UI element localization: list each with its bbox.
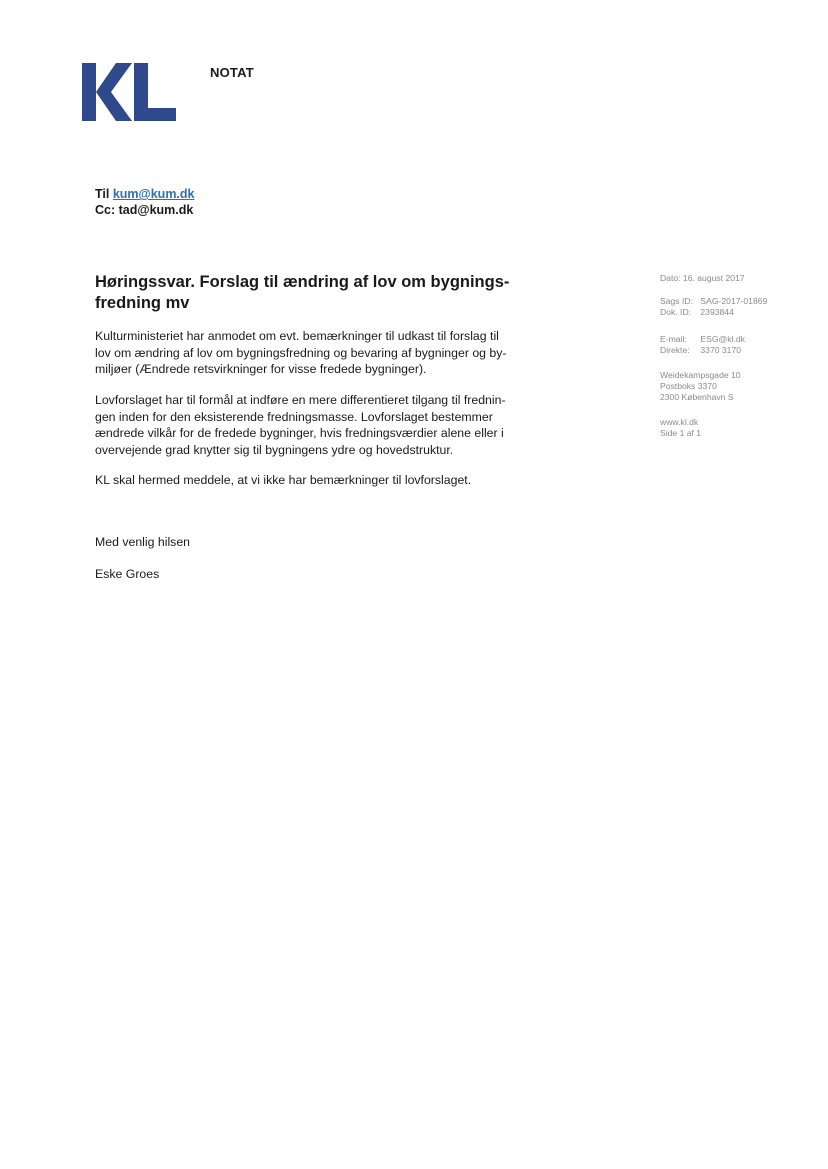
direct-phone-value: 3370 3170 — [700, 345, 742, 355]
paragraph-line: miljøer (Ændrede retsvirkninger for visse fredede bygninger). — [95, 362, 427, 376]
paragraph-2 — [95, 392, 550, 458]
kl-logo-icon — [82, 63, 176, 121]
meta-contact — [660, 334, 745, 356]
recipients — [95, 186, 195, 218]
meta-web — [660, 417, 701, 439]
to-email-link[interactable]: kum@kum.dk — [112, 187, 195, 201]
cc-email: tad@kum.dk — [118, 203, 194, 217]
paragraph-line: gen inden for den eksisterende fredningsmasse. Lovforslaget bestemmer — [95, 409, 493, 424]
paragraph-1 — [95, 328, 550, 378]
kl-logo — [82, 63, 176, 121]
to-label: Til — [95, 187, 110, 201]
direct-phone-row — [660, 345, 745, 356]
document-title — [95, 272, 555, 314]
title-line-1: Høringssvar. Forslag til ændring af lov om bygnings- — [95, 273, 510, 291]
paragraph-line: Kulturministeriet har anmodet om evt. bemærkninger til udkast til forslag til — [95, 329, 499, 343]
cc-label: Cc: — [95, 203, 116, 217]
sags-id-label: Sags ID: — [660, 296, 693, 306]
email-label: E-mail: — [660, 334, 687, 344]
date-text: Dato: 16. august 2017 — [660, 273, 745, 283]
cc-line — [95, 202, 195, 218]
paragraph-line: lov om ændring af lov om bygningsfredning og bevaring af bygninger og by- — [95, 345, 507, 360]
meta-date — [660, 273, 745, 284]
sags-id-row — [660, 296, 767, 307]
paragraph-line: overvejende grad knytter sig til bygningens ydre og hovedstruktur. — [95, 442, 454, 457]
dok-id-value: 2393844 — [700, 307, 734, 317]
sags-id-value: SAG-2017-01869 — [700, 296, 768, 306]
title-line-2: fredning mv — [95, 294, 190, 312]
dok-id-row — [660, 307, 767, 318]
email-value[interactable]: ESG@kl.dk — [700, 334, 745, 344]
dok-id-label: Dok. ID: — [660, 307, 692, 317]
direct-phone-label: Direkte: — [660, 345, 690, 355]
paragraph-3 — [95, 472, 550, 489]
signer-name: Eske Groes — [95, 567, 160, 581]
closing-greeting: Med venlig hilsen — [95, 535, 191, 549]
document-type: NOTAT — [210, 65, 254, 80]
paragraph-line: ændrede vilkår for de fredede bygninger, hvis fredningsværdier alene eller i — [95, 426, 504, 440]
address-line: 2300 København S — [660, 392, 734, 402]
website-link[interactable]: www.kl.dk — [660, 417, 699, 427]
address-line: Postboks 3370 — [660, 381, 717, 391]
to-line — [95, 186, 195, 202]
address-line: Weidekampsgade 10 — [660, 370, 741, 380]
meta-address — [660, 370, 741, 403]
email-row — [660, 334, 745, 345]
paragraph-line: Lovforslaget har til formål at indføre en mere differentieret tilgang til frednin- — [95, 393, 506, 407]
page-number: Side 1 af 1 — [660, 428, 702, 438]
paragraph-line: KL skal hermed meddele, at vi ikke har bemærkninger til lovforslaget. — [95, 473, 472, 487]
meta-ids — [660, 296, 767, 318]
